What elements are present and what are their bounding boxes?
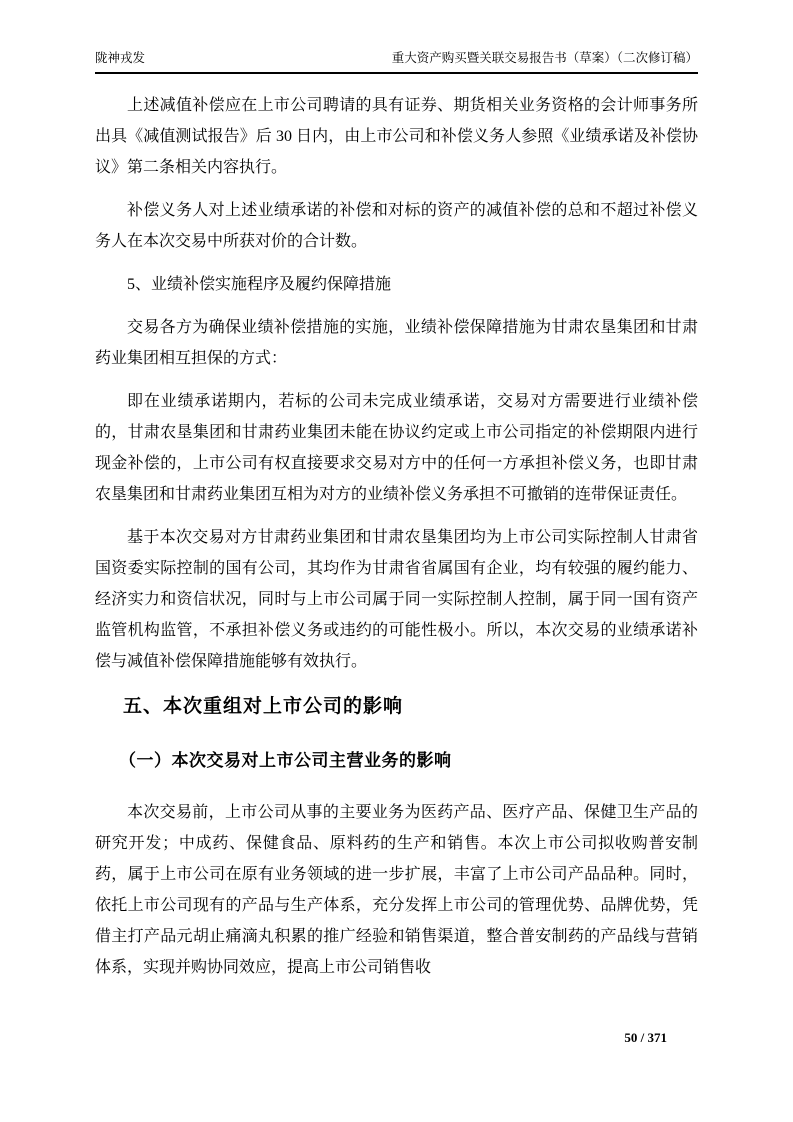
- document-body: [95, 74, 698, 983]
- subsection-heading-main-business-impact: （一）本次交易对上市公司主营业务的影响: [119, 751, 452, 770]
- paragraph-compensation-cap: 补偿义务人对上述业绩承诺的补偿和对标的资产的减值补偿的总和不超过补偿义务人在本次交易中所获对价的合计数。: [95, 202, 698, 250]
- heading-performance-compensation-procedure: 5、业绩补偿实施程序及履约保障措施: [127, 276, 392, 293]
- page-footer: [624, 1030, 667, 1046]
- header-company-name: 陇神戎发: [95, 51, 146, 65]
- page-header: [95, 0, 698, 74]
- paragraph-guarantee-detail: 即在业绩承诺期内，若标的公司未完成业绩承诺，交易对方需要进行业绩补偿的，甘肃农垦集团和甘肃药业集团未能在协议约定或上市公司指定的补偿期限内进行现金补偿的，上市公司有权直接要求交易对方中的任何一方承担补偿义务，也即甘肃农垦集团和甘肃药业集团互相为对方的业绩补偿义务承担不可撤销的连带保证责任。: [95, 393, 698, 503]
- header-document-title: 重大资产购买暨关联交易报告书（草案）（二次修订稿）: [391, 51, 698, 65]
- paragraph-impairment-compensation: 上述减值补偿应在上市公司聘请的具有证券、期货相关业务资格的会计师事务所出具《减值测试报告》后 30 日内，由上市公司和补偿义务人参照《业绩承诺及补偿协议》第二条相关内容执行。: [95, 97, 698, 176]
- page-number: 50 / 371: [624, 1030, 667, 1045]
- paragraph-main-business-description: 本次交易前，上市公司从事的主要业务为医药产品、医疗产品、保健卫生产品的研究开发；中成药、保健食品、原料药的生产和销售。本次上市公司拟收购普安制药，属于上市公司在原有业务领域的进一步扩展，丰富了上市公司产品品种。同时，依托上市公司现有的产品与生产体系，充分发挥上市公司的管理优势、品牌优势，凭借主打产品元胡止痛滴丸积累的推广经验和销售渠道，整合普安制药的产品线与营销体系，实现并购协同效应，提高上市公司销售收: [95, 804, 698, 976]
- paragraph-mutual-guarantee-intro: 交易各方为确保业绩补偿措施的实施，业绩补偿保障措施为甘肃农垦集团和甘肃药业集团相互担保的方式：: [95, 319, 698, 367]
- section-heading-restructuring-impact: 五、本次重组对上市公司的影响: [123, 696, 404, 717]
- paragraph-state-owned-capability: 基于本次交易对方甘肃药业集团和甘肃农垦集团均为上市公司实际控制人甘肃省国资委实际控制的国有公司，其均作为甘肃省省属国有企业，均有较强的履约能力、经济实力和资信状况，同时与上市公司属于同一实际控制人控制，属于同一国有资产监管机构监管，不承担补偿义务或违约的可能性极小。所以，本次交易的业绩承诺补偿与减值补偿保障措施能够有效执行。: [95, 529, 698, 670]
